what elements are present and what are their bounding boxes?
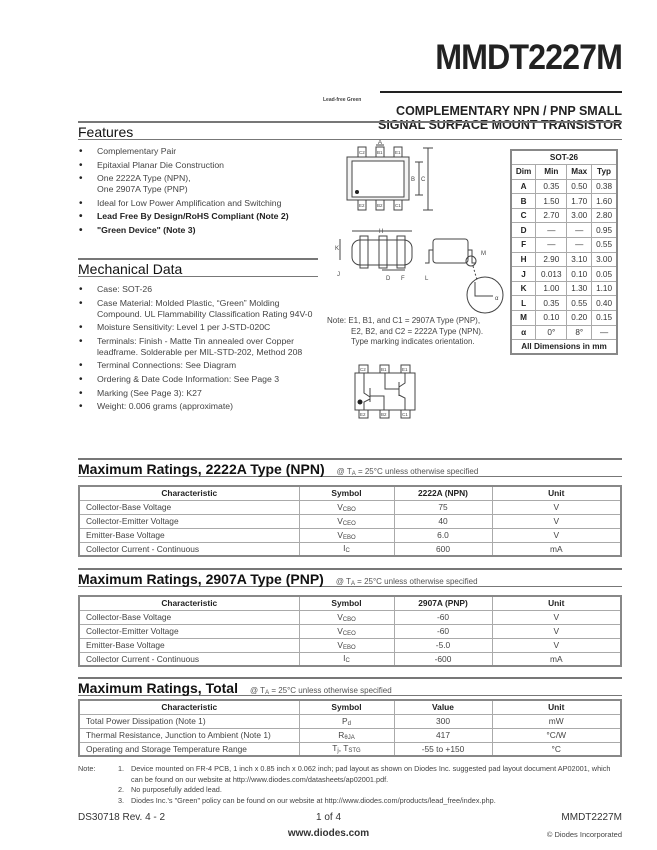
table-cell: 0.38 — [592, 179, 617, 194]
characteristic: Emitter-Base Voltage — [79, 528, 299, 542]
column-header: Min — [536, 165, 567, 180]
characteristic: Total Power Dissipation (Note 1) — [79, 714, 299, 728]
table-cell: C — [511, 208, 536, 223]
table-cell: 0.10 — [536, 311, 567, 326]
heading-text: Maximum Ratings, 2222A Type (NPN) — [78, 461, 325, 477]
symbol: $V_{CEO}$ — [299, 624, 394, 638]
line: Case Material: Molded Plastic, “Green” Molding — [97, 297, 280, 308]
column-header: Unit — [492, 596, 621, 610]
column-header: 2907A (PNP) — [394, 596, 492, 610]
pin-label: C2 — [359, 150, 365, 155]
subtitle-line: COMPLEMENTARY NPN / PNP SMALL — [396, 104, 622, 118]
symbol: $R_{\theta JA}$ — [299, 728, 394, 742]
table-cell: 0.10 — [567, 267, 592, 282]
dim-label: B — [411, 177, 416, 183]
mechanical-heading — [78, 258, 318, 277]
pin-label: C1 — [402, 412, 408, 417]
column-header: Unit — [492, 700, 621, 714]
mechanical-list — [78, 284, 318, 415]
table-cell: α — [511, 325, 536, 340]
note-item: 1. Device mounted on FR-4 PCB, 1 inch x 0.85 inch x 0.062 inch; pad layout as shown on Diodes Inc. suggested pad layout document AP02001, which can be found on our website at http://www.diodes.com/datasheets/ap02001.pdf. — [118, 764, 611, 784]
unit: °C — [492, 742, 621, 756]
dim-label: J — [337, 272, 340, 278]
line: Terminals: Finish - Matte Tin annealed over Copper — [97, 335, 295, 346]
table-cell: 0.15 — [592, 311, 617, 326]
dim-label: L — [425, 276, 429, 282]
line: One 2907A Type (PNP) — [97, 184, 188, 195]
table-row — [511, 311, 617, 326]
website-link[interactable]: www.diodes.com — [287, 828, 370, 839]
table-cell: 3.10 — [567, 252, 592, 267]
list-item: • Moisture Sensitivity: Level 1 per J-STD-020C — [78, 322, 318, 333]
symbol: $V_{EBO}$ — [299, 528, 394, 542]
heading-text: Maximum Ratings, Total — [78, 680, 238, 696]
table-cell: 0.40 — [592, 296, 617, 311]
list-item: • Lead Free By Design/RoHS Compliant (Note 2) — [78, 211, 318, 222]
value: 300 — [394, 714, 492, 728]
table-cell: 1.10 — [592, 281, 617, 296]
column-header: Symbol — [299, 596, 394, 610]
value: -5.0 — [394, 638, 492, 652]
value: -60 — [394, 610, 492, 624]
list-item: • "Green Device" (Note 3) — [78, 225, 318, 236]
unit: V — [492, 514, 621, 528]
table-row — [79, 714, 621, 728]
table-cell: 0.05 — [592, 267, 617, 282]
table-row — [79, 610, 621, 624]
value: -60 — [394, 624, 492, 638]
note-line: Type marking indicates orientation. — [351, 337, 475, 346]
table-cell: 2.70 — [536, 208, 567, 223]
table-cell: 0.55 — [567, 296, 592, 311]
symbol: $V_{EBO}$ — [299, 638, 394, 652]
value: 40 — [394, 514, 492, 528]
table-row — [511, 208, 617, 223]
dim-label: α — [495, 296, 499, 302]
table-cell: 0° — [536, 325, 567, 340]
unit: V — [492, 528, 621, 542]
list-item: • Marking (See Page 3): K27 — [78, 388, 318, 399]
characteristic: Collector-Base Voltage — [79, 610, 299, 624]
npn-heading — [78, 458, 622, 477]
heading-text: Mechanical Data — [78, 261, 183, 277]
table-cell: — — [592, 325, 617, 340]
table-title: SOT-26 — [511, 150, 617, 165]
table-row — [79, 728, 621, 742]
pin-label: C1 — [395, 203, 401, 208]
subtitle-line: SIGNAL SURFACE MOUNT TRANSISTOR — [378, 118, 622, 132]
symbol: $T_j$, $T_{STG}$ — [299, 742, 394, 756]
table-row — [511, 179, 617, 194]
table-row — [511, 223, 617, 238]
total-ratings-table — [78, 699, 622, 757]
pin-label: E1 — [395, 150, 401, 155]
table-row — [79, 542, 621, 556]
dim-label: F — [401, 276, 405, 282]
condition: @ $T_A = 25^\circ C$ unless otherwise specified — [249, 686, 392, 696]
table-cell: 0.35 — [536, 179, 567, 194]
table-cell: L — [511, 296, 536, 311]
symbol: $V_{CBO}$ — [299, 500, 394, 514]
dim-label: H — [379, 229, 384, 235]
table-row — [511, 267, 617, 282]
table-row — [511, 281, 617, 296]
list-item: • Ordering & Date Code Information: See Page 3 — [78, 374, 318, 385]
list-item: • Ideal for Low Power Amplification and Switching — [78, 198, 318, 209]
characteristic: Thermal Resistance, Junction to Ambient (Note 1) — [79, 728, 299, 742]
features-heading — [78, 121, 622, 140]
line: Compound. UL Flammability Classification Rating 94V-0 — [97, 308, 313, 319]
characteristic: Operating and Storage Temperature Range — [79, 742, 299, 756]
pnp-ratings-table — [78, 595, 622, 667]
part-title: MMDT2227M — [435, 38, 622, 77]
characteristic: Collector-Base Voltage — [79, 500, 299, 514]
pin-label: B1 — [377, 150, 383, 155]
dim-label: D — [386, 276, 391, 282]
table-cell: B — [511, 194, 536, 209]
table-cell: D — [511, 223, 536, 238]
package-diagram — [325, 140, 510, 432]
table-row — [79, 638, 621, 652]
condition: @ $T_A = 25^\circ C$ unless otherwise specified — [335, 577, 478, 587]
value: 75 — [394, 500, 492, 514]
table-row — [79, 742, 621, 756]
dim-label: K — [335, 246, 340, 252]
notes-label: Note: — [78, 764, 96, 773]
lead-free-badge: Lead-free Green — [323, 97, 362, 103]
list-item: • Weight: 0.006 grams (approximate) — [78, 401, 318, 412]
characteristic: Collector-Emitter Voltage — [79, 624, 299, 638]
list-item — [78, 173, 318, 195]
copyright: © Diodes Incorporated — [546, 830, 622, 839]
line: leadframe. Solderable per MIL-STD-202, Method 208 — [97, 346, 303, 357]
table-cell: J — [511, 267, 536, 282]
symbol: $V_{CBO}$ — [299, 610, 394, 624]
column-header: Value — [394, 700, 492, 714]
table-cell: — — [567, 238, 592, 253]
pin-label: B2 — [381, 412, 387, 417]
list-item — [78, 298, 318, 320]
symbol: $P_d$ — [299, 714, 394, 728]
table-row — [79, 652, 621, 666]
column-header: Unit — [492, 486, 621, 500]
value: -600 — [394, 652, 492, 666]
pin-label: B2 — [377, 203, 383, 208]
table-cell: 8° — [567, 325, 592, 340]
table-cell: 3.00 — [567, 208, 592, 223]
sot26-dimension-table — [510, 149, 618, 355]
diagram-note — [327, 316, 507, 348]
table-row — [511, 194, 617, 209]
table-cell: 0.013 — [536, 267, 567, 282]
value: 417 — [394, 728, 492, 742]
features-list — [78, 146, 318, 239]
table-cell: F — [511, 238, 536, 253]
heading-text: Features — [78, 124, 134, 140]
table-cell: M — [511, 311, 536, 326]
column-header: Symbol — [299, 486, 394, 500]
table-cell: 0.55 — [592, 238, 617, 253]
table-cell: 1.30 — [567, 281, 592, 296]
table-row — [79, 528, 621, 542]
list-item: • Epitaxial Planar Die Construction — [78, 160, 318, 171]
table-row — [79, 624, 621, 638]
value: 600 — [394, 542, 492, 556]
value: -55 to +150 — [394, 742, 492, 756]
doc-number: DS30718 Rev. 4 - 2 — [78, 812, 166, 823]
table-cell: 0.50 — [567, 179, 592, 194]
table-cell: H — [511, 252, 536, 267]
symbol: $V_{CEO}$ — [299, 514, 394, 528]
column-header: Characteristic — [79, 486, 299, 500]
column-header: Characteristic — [79, 596, 299, 610]
table-cell: 3.00 — [592, 252, 617, 267]
value: 6.0 — [394, 528, 492, 542]
unit: mW — [492, 714, 621, 728]
unit: mA — [492, 652, 621, 666]
unit: V — [492, 638, 621, 652]
symbol: $I_C$ — [299, 542, 394, 556]
column-header: Typ — [592, 165, 617, 180]
table-cell: — — [536, 223, 567, 238]
list-item: • Complementary Pair — [78, 146, 318, 157]
title-rule — [380, 91, 622, 93]
note-line: E2, B2, and C2 = 2222A Type (NPN). — [351, 326, 484, 336]
npn-ratings-table — [78, 485, 622, 557]
pin-label: C2 — [360, 367, 366, 372]
column-header: Characteristic — [79, 700, 299, 714]
characteristic: Collector Current - Continuous — [79, 542, 299, 556]
condition: @ $T_A = 25^\circ C$ unless otherwise specified — [336, 467, 479, 477]
table-row — [511, 252, 617, 267]
note-line: Note: E1, B1, and C1 = 2907A Type (PNP), — [327, 316, 481, 325]
table-cell: 1.50 — [536, 194, 567, 209]
table-row — [79, 500, 621, 514]
unit: V — [492, 500, 621, 514]
list-item — [78, 336, 318, 358]
table-cell: K — [511, 281, 536, 296]
table-cell: 1.60 — [592, 194, 617, 209]
characteristic: Emitter-Base Voltage — [79, 638, 299, 652]
table-row — [511, 325, 617, 340]
unit: V — [492, 610, 621, 624]
column-header: 2222A (NPN) — [394, 486, 492, 500]
unit: V — [492, 624, 621, 638]
unit: mA — [492, 542, 621, 556]
column-header: Symbol — [299, 700, 394, 714]
footer-part: MMDT2227M — [561, 812, 622, 823]
note-item: 2. No purposefully added lead. — [118, 785, 222, 795]
dim-label: A — [378, 140, 383, 146]
pin-label: E1 — [402, 367, 408, 372]
characteristic: Collector-Emitter Voltage — [79, 514, 299, 528]
list-item: • Case: SOT-26 — [78, 284, 318, 295]
pnp-heading — [78, 568, 622, 587]
table-row — [511, 238, 617, 253]
table-cell: — — [536, 238, 567, 253]
pin-label: E2 — [359, 203, 365, 208]
table-cell: 2.80 — [592, 208, 617, 223]
note-item: 3. Diodes Inc.'s "Green" policy can be found on our website at http://www.diodes.com/products/lead_free/index.php. — [118, 795, 496, 805]
dim-label: C — [421, 177, 426, 183]
heading-text: Maximum Ratings, 2907A Type (PNP) — [78, 571, 324, 587]
table-cell: 0.20 — [567, 311, 592, 326]
table-cell: 2.90 — [536, 252, 567, 267]
table-row — [79, 514, 621, 528]
symbol: $I_C$ — [299, 652, 394, 666]
table-cell: — — [567, 223, 592, 238]
table-cell: A — [511, 179, 536, 194]
table-cell: 0.95 — [592, 223, 617, 238]
column-header: Max — [567, 165, 592, 180]
unit: °C/W — [492, 728, 621, 742]
table-cell: 0.35 — [536, 296, 567, 311]
table-row — [511, 296, 617, 311]
dim-label: M — [481, 251, 486, 257]
characteristic: Collector Current - Continuous — [79, 652, 299, 666]
total-heading — [78, 677, 622, 696]
pin-label: E2 — [360, 412, 366, 417]
list-item: • Terminal Connections: See Diagram — [78, 360, 318, 371]
table-cell: 1.70 — [567, 194, 592, 209]
page-number: 1 of 4 — [315, 812, 342, 823]
line: One 2222A Type (NPN), — [97, 173, 191, 184]
table-footer: All Dimensions in mm — [511, 340, 617, 355]
pin-label: B1 — [381, 367, 387, 372]
column-header: Dim — [511, 165, 536, 180]
table-cell: 1.00 — [536, 281, 567, 296]
